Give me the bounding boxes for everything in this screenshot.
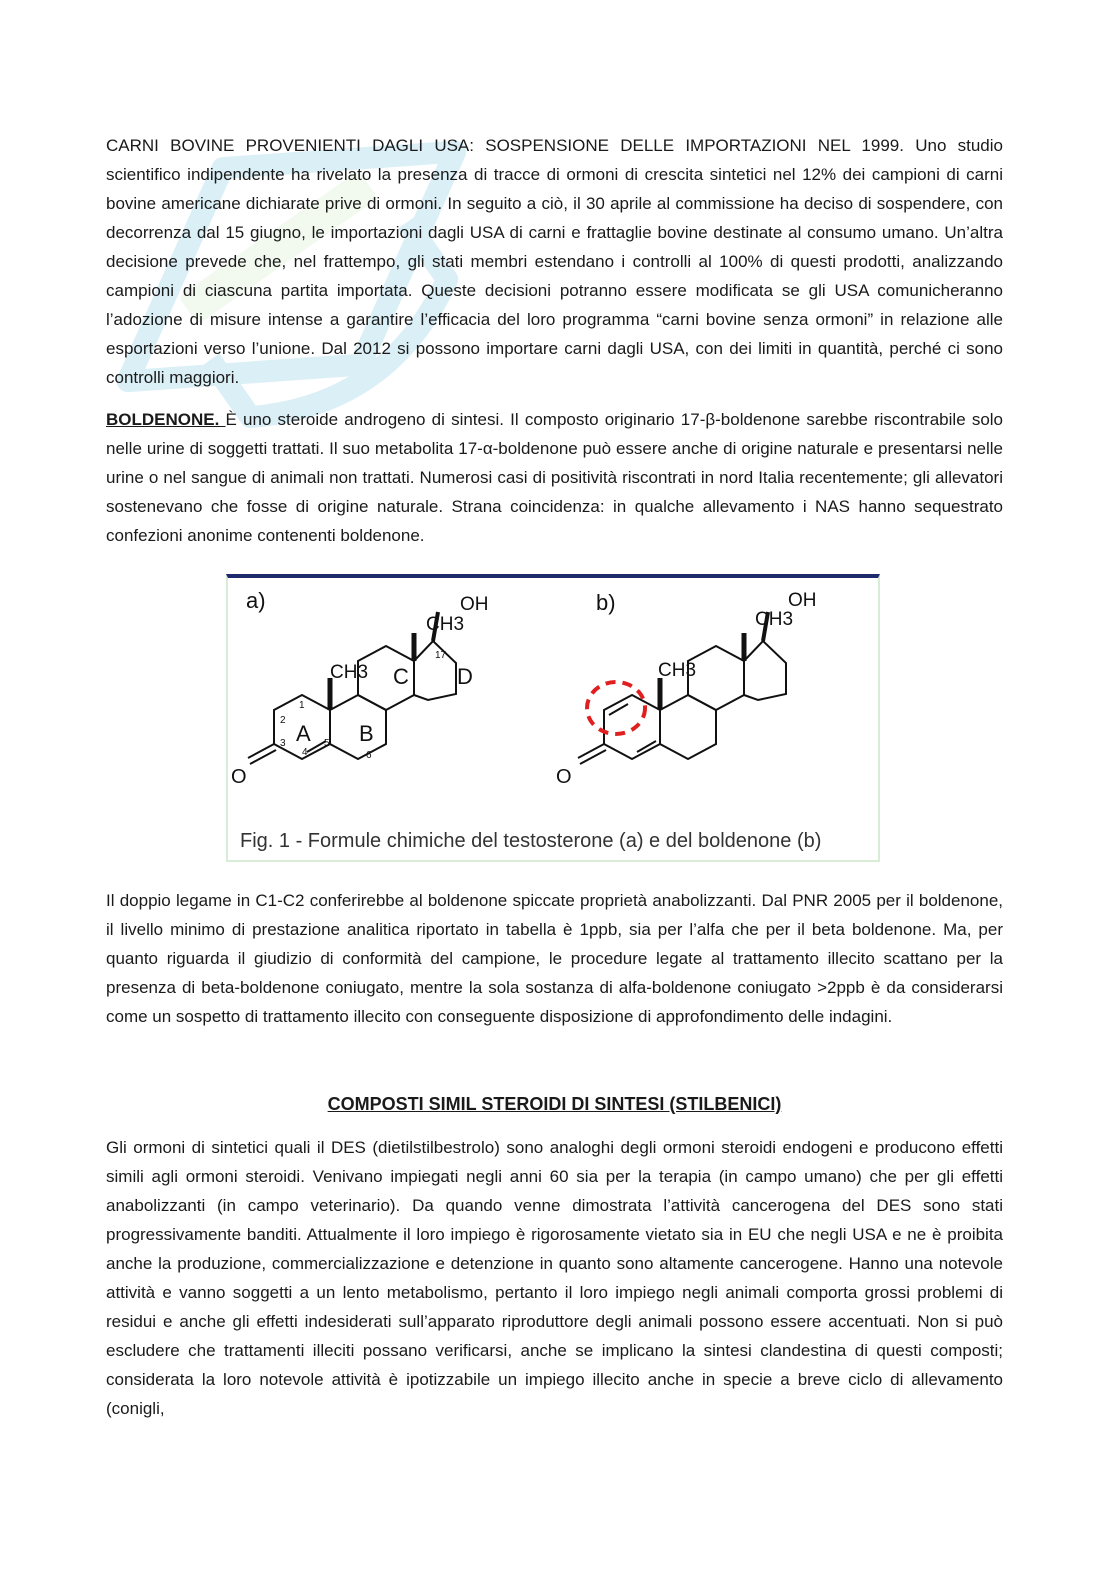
num-2: 2: [280, 715, 286, 726]
ring-d-label: D: [457, 664, 473, 689]
num-5: 5: [324, 738, 330, 749]
oxygen-label-a: O: [231, 766, 247, 788]
ch3-label-a-b: CH3: [658, 660, 697, 681]
paragraph-stilbenici: Gli ormoni di sintetici quali il DES (dietilstilbestrolo) sono analoghi degli ormoni steroidi endogeni e producono effetti simili agli ormoni steroidi. Venivano impiegati negli anni 60 sia per la terapia (in campo umano) che per gli effetti anabolizzanti (in campo veterinario). Da quando venne dimostrata l’attività cancerogena del DES sono stati progressivamente banditi. Attualmente il loro impiego è rigorosamente vietato sia in EU che negli USA e ne è proibita anche la produzione, commercializzazione e detenzione in quanto sono altamente cancerogene. Hanno una notevole attività e vanno soggetti a un lento metabolismo, pertanto il loro impiego negli animali comporta grossi problemi di residui e anche gli effetti indesiderati sull’apparato riproduttore degli animali possono essere accentuati. Non si può escludere che trattamenti illeciti possano verificarsi, anche se implicano la sintesi clandestina di questi composti; considerata la loro notevole attività è ipotizzabile un impiego illecito anche in specie a breve ciclo di allevamento (conigli,: [106, 1138, 1003, 1418]
paragraph-carni-usa: CARNI BOVINE PROVENIENTI DAGLI USA: SOSPENSIONE DELLE IMPORTAZIONI NEL 1999. Uno studio scientifico indipendente ha rivelato la presenza di tracce di ormoni di crescita sintetici nel 12% dei campioni di carni bovine americane dichiarate prive di ormoni. In seguito a ciò, il 30 aprile al commissione ha deciso di sospendere, con decorrenza dal 15 giugno, le importazioni dagli USA di carni e frattaglie bovine destinate al consumo umano. Un’altra decisione prevede che, nel frattempo, gli stati membri estendano i controlli al 100% di questi prodotti, analizzando campioni di ciascuna partita importata. Queste decisioni potranno essere modificata se gli USA comunicheranno l’adozione di misure intense a garantire l’efficacia del loro programma “carni bovine senza ormoni” in relazione alle esportazioni verso l’unione. Dal 2012 si possono importare carni dagli USA, con dei limiti in quantità, perché ci sono controlli maggiori.: [106, 136, 1003, 387]
label-a: a): [246, 588, 266, 613]
carbonyl-bond-2: [250, 750, 276, 764]
oh-label-a: OH: [460, 594, 489, 615]
oxygen-label-b: O: [556, 766, 572, 788]
num-1: 1: [299, 700, 305, 711]
ring-a-b-shape: [604, 695, 660, 759]
ring-d-b-shape: [744, 641, 786, 700]
num-6: 6: [366, 750, 372, 761]
ring-c-b-shape: [688, 646, 744, 710]
carbonyl-bond-b-2: [580, 750, 606, 764]
label-b: b): [596, 590, 616, 615]
ch3-label-a-a: CH3: [330, 662, 369, 683]
figure-chemical-formulas: [226, 574, 880, 862]
document-page: [106, 131, 1003, 1423]
boldenone-structure: [578, 612, 786, 764]
carbonyl-bond: [248, 744, 274, 758]
ch3-label-c-a: CH3: [426, 614, 465, 635]
ch3-label-c-b: CH3: [755, 609, 794, 630]
paragraph-boldenone: [106, 405, 1003, 550]
boldenone-text: È uno steroide androgeno di sintesi. Il composto originario 17-β-boldenone sarebbe riscontrabile solo nelle urine di soggetti trattati. Il suo metabolita 17-α-boldenone può essere anche di origine naturale e presentarsi nelle urine o nel sangue di animali non trattati. Numerosi casi di positività riscontrati in nord Italia recentemente; gli allevatori sostenevano che fosse di origine naturale. Strana coincidenza: in qualche allevamento i NAS hanno sequestrato confezioni anonime contenenti boldenone.: [106, 410, 1004, 545]
c1-c2-highlight-circle: [587, 682, 645, 734]
num-17: 17: [435, 650, 447, 661]
ring-a-label: A: [296, 721, 311, 746]
ring-b-label: B: [359, 721, 374, 746]
boldenone-heading: BOLDENONE.: [106, 410, 226, 429]
num-4: 4: [302, 747, 308, 758]
ring-c-label: C: [393, 664, 409, 689]
num-3: 3: [280, 738, 286, 749]
carbonyl-bond-b: [578, 744, 604, 758]
paragraph-doppio-legame: Il doppio legame in C1-C2 conferirebbe al boldenone spiccate proprietà anabolizzanti. Dal PNR 2005 per il boldenone, il livello minimo di prestazione analitica riportato in tabella è 1ppb, sia per l’alfa che per il beta boldenone. Ma, per quanto riguarda il giudizio di conformità del campione, le procedure legate al trattamento illecito scattano per la presenza di beta-boldenone coniugato, mentre la sola sostanza di alfa-boldenone coniugato >2ppb è da considerarsi come un sospetto di trattamento illecito con conseguente disposizione di approfondimento delle indagini.: [106, 891, 1003, 1026]
figure-caption: Fig. 1 - Formule chimiche del testosterone (a) e del boldenone (b): [240, 830, 822, 852]
oh-label-b: OH: [788, 590, 817, 611]
formulas-drawing: [228, 578, 882, 866]
section-title-stilbenici: COMPOSTI SIMIL STEROIDI DI SINTESI (STILBENICI): [327, 1094, 782, 1114]
